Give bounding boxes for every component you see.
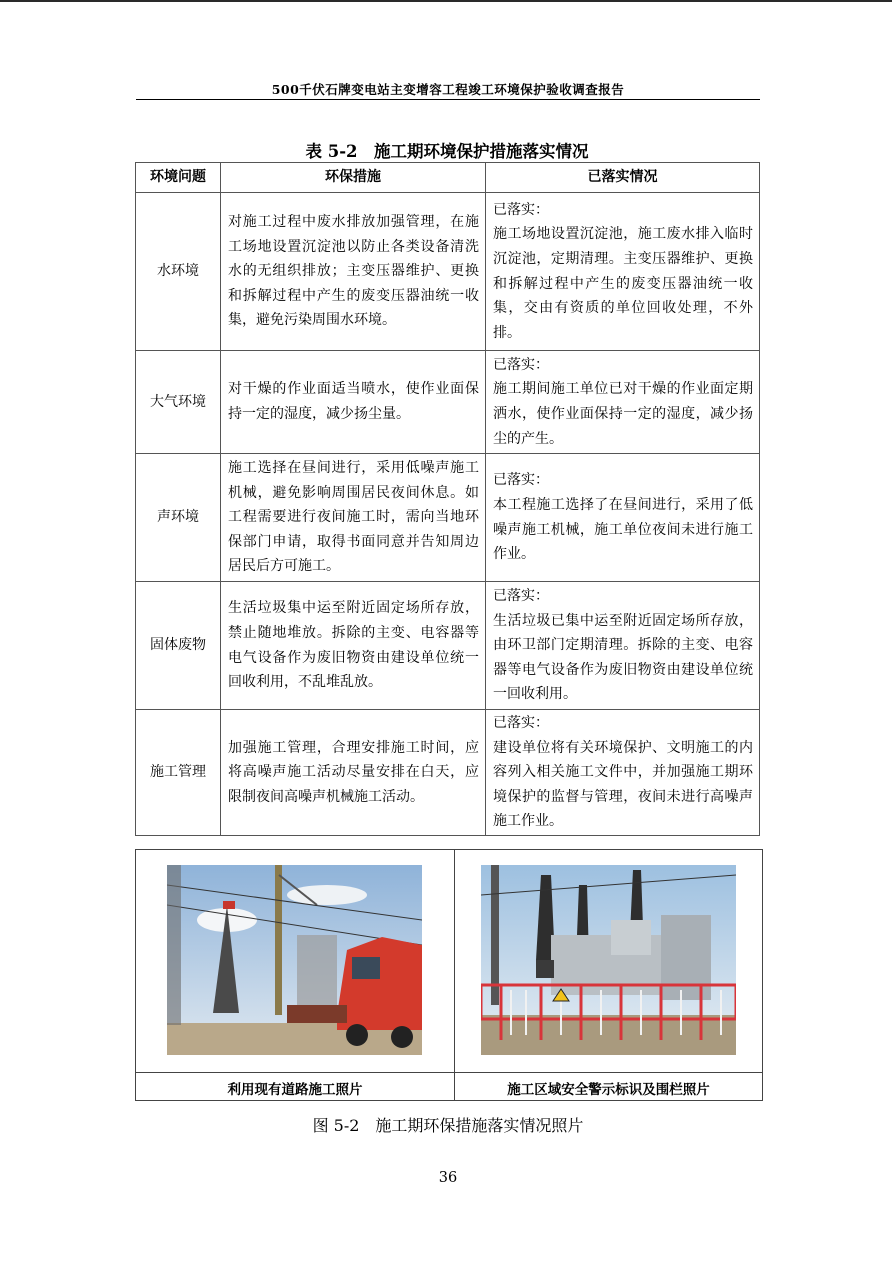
status-text: 施工期间施工单位已对干燥的作业面定期洒水，使作业面保持一定的湿度，减少扬尘的产生。 — [493, 381, 753, 447]
status-text: 生活垃圾已集中运至附近固定场所存放，由环卫部门定期清理。拆除的主变、电容器等电气设备作为废旧物资由建设单位统一回收利用。 — [493, 612, 753, 703]
status-text: 施工场地设置沉淀池，施工废水排入临时沉淀池，定期清理。主变压器维护、更换和拆解过程中产生的废变压器油统一收集，交由有资质的单位回收处理，不外排。 — [493, 226, 753, 341]
road-photo-caption: 利用现有道路施工照片 — [227, 1082, 363, 1098]
row-status — [486, 454, 760, 582]
header-rule — [136, 99, 760, 100]
row-measure: 加强施工管理，合理安排施工时间，应将高噪声施工活动尽量安排在白天，应限制夜间高噪声机械施工活动。 — [221, 710, 486, 836]
road-construction-photo — [167, 865, 422, 1055]
caption-rule — [136, 1072, 762, 1073]
column-header-status: 已落实情况 — [486, 163, 760, 193]
row-status — [486, 710, 760, 836]
table-row — [136, 582, 760, 710]
safety-fence-photo — [481, 865, 736, 1055]
table-title: 表 5-2 施工期环境保护措施落实情况 — [305, 142, 589, 161]
status-label: 已落实： — [493, 588, 549, 605]
table-row — [136, 454, 760, 582]
row-status — [486, 582, 760, 710]
top-border-line — [0, 0, 892, 2]
table-row — [136, 193, 760, 351]
row-status — [486, 351, 760, 454]
row-measure: 对干燥的作业面适当喷水，使作业面保持一定的湿度，减少扬尘量。 — [221, 351, 486, 454]
row-topic: 水环境 — [136, 193, 221, 351]
photo-panel — [135, 849, 763, 1101]
row-measure: 对施工过程中废水排放加强管理，在施工场地设置沉淀池以防止各类设备清洗水的无组织排放；主变压器维护、更换和拆解过程中产生的废变压器油统一收集，避免污染周围水环境。 — [221, 193, 486, 351]
page-number: 36 — [438, 1170, 458, 1186]
photo-divider — [454, 850, 455, 1100]
row-status — [486, 193, 760, 351]
table-header-row — [136, 163, 760, 193]
column-header-topic: 环境问题 — [136, 163, 221, 193]
row-topic: 施工管理 — [136, 710, 221, 836]
fence-photo-caption: 施工区域安全警示标识及围栏照片 — [507, 1082, 710, 1098]
table-row — [136, 351, 760, 454]
column-header-measure: 环保措施 — [221, 163, 486, 193]
status-label: 已落实： — [493, 472, 549, 489]
status-text: 本工程施工选择了在昼间进行，采用了低噪声施工机械，施工单位夜间未进行施工作业。 — [493, 496, 753, 563]
table-row — [136, 710, 760, 836]
row-topic: 声环境 — [136, 454, 221, 582]
running-header: 500千伏石牌变电站主变增容工程竣工环境保护验收调查报告 — [271, 82, 625, 97]
row-measure: 施工选择在昼间进行，采用低噪声施工机械，避免影响周围居民夜间休息。如工程需要进行夜间施工时，需向当地环保部门申请，取得书面同意并告知周边居民后方可施工。 — [221, 454, 486, 582]
row-measure: 生活垃圾集中运至附近固定场所存放，禁止随地堆放。拆除的主变、电容器等电气设备作为废旧物资由建设单位统一回收利用，不乱堆乱放。 — [221, 582, 486, 710]
status-label: 已落实： — [493, 356, 549, 373]
row-topic: 大气环境 — [136, 351, 221, 454]
status-label: 已落实： — [493, 715, 549, 731]
row-topic: 固体废物 — [136, 582, 221, 710]
figure-caption: 图 5-2 施工期环保措施落实情况照片 — [312, 1116, 584, 1135]
status-label: 已落实： — [493, 201, 549, 218]
status-text: 建设单位将有关环境保护、文明施工的内容列入相关施工文件中，并加强施工期环境保护的监督与管理，夜间未进行高噪声施工作业。 — [493, 739, 753, 830]
measures-table — [135, 162, 760, 836]
